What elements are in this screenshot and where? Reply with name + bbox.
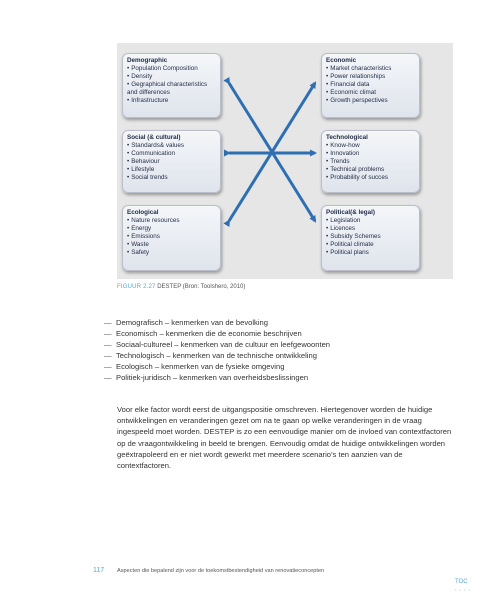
box-demographic	[122, 53, 221, 118]
page-number: 117	[93, 567, 105, 574]
box-title: Ecological	[127, 209, 159, 216]
box-item: • Waste	[127, 241, 216, 249]
list-item-text: Economisch – kenmerken die de economie beschrijven	[116, 329, 302, 338]
box-technological	[321, 130, 420, 193]
list-item	[104, 350, 330, 361]
list-item	[104, 328, 330, 339]
footer-running-title: Aspecten die bepalend zijn voor de toekomstbestendigheid van renovatieconcepten	[117, 568, 325, 574]
figure-caption	[117, 284, 245, 290]
box-item: • Lifestyle	[127, 166, 216, 174]
list-dash: —	[104, 340, 112, 349]
list-item-text: Politiek-juridisch – kenmerken van overheidsbeslissingen	[116, 373, 309, 382]
box-ecological	[122, 205, 221, 271]
box-item: • Gegraphical characteristics and differences	[127, 81, 216, 97]
box-item: • Technical problems	[326, 166, 415, 174]
box-title: Technological	[326, 134, 368, 141]
list-item	[104, 339, 330, 350]
box-social	[122, 130, 221, 193]
box-title: Social (& cultural)	[127, 134, 181, 141]
list-item-text: Sociaal-cultureel – kenmerken van de cultuur en leefgewoonten	[116, 340, 331, 349]
box-item: • Innovation	[326, 150, 415, 158]
box-item: • Safety	[127, 249, 216, 257]
box-item: • Emissions	[127, 233, 216, 241]
box-item: • Nature resources	[127, 217, 216, 225]
box-item: • Social trends	[127, 174, 216, 182]
box-item: • Infrastructure	[127, 97, 216, 105]
box-economic	[321, 53, 420, 118]
box-item: • Legislation	[326, 217, 415, 225]
box-item: • Power relationships	[326, 73, 415, 81]
list-dash: —	[104, 373, 112, 382]
box-item: • Communication	[127, 150, 216, 158]
toc-link[interactable]: TOC	[455, 579, 468, 585]
list-dash: —	[104, 318, 112, 327]
box-item: • Density	[127, 73, 216, 81]
box-title: Political(& legal)	[326, 209, 375, 216]
box-item: • Behaviour	[127, 158, 216, 166]
box-item: • Energy	[127, 225, 216, 233]
caption-text: DESTEP (Bron: Toolshero, 2010)	[157, 284, 246, 290]
list-item-text: Demografisch – kenmerken van de bevolking	[116, 318, 268, 327]
list-item	[104, 372, 330, 383]
box-item: • Financial data	[326, 81, 415, 89]
factor-list	[104, 317, 330, 383]
list-dash: —	[104, 362, 112, 371]
box-item: • Probability of succes	[326, 174, 415, 182]
box-item: • Licences	[326, 225, 415, 233]
box-item: • Growth perspectives	[326, 97, 415, 105]
box-title: Demographic	[127, 57, 168, 64]
toc-dots-icon: • • • •	[455, 587, 471, 592]
box-item: • Population Composition	[127, 65, 216, 73]
caption-label: FIGUUR 2.27	[117, 284, 156, 290]
list-dash: —	[104, 329, 112, 338]
box-item: • Know-how	[326, 142, 415, 150]
box-item: • Political climate	[326, 241, 415, 249]
box-item: • Trends	[326, 158, 415, 166]
box-item: • Economic climat	[326, 89, 415, 97]
list-item	[104, 361, 330, 372]
box-item: • Market characteristics	[326, 65, 415, 73]
box-title: Economic	[326, 57, 357, 64]
box-item: • Political plans	[326, 249, 415, 257]
destep-figure	[117, 43, 453, 279]
box-item: • Standards& values	[127, 142, 216, 150]
box-political	[321, 205, 420, 271]
list-item	[104, 317, 330, 328]
list-item-text: Technologisch – kenmerken van de technische ontwikkeling	[116, 351, 317, 360]
box-item: • Subsidy Schemes	[326, 233, 415, 241]
list-item-text: Ecologisch – kenmerken van de fysieke omgeving	[116, 362, 285, 371]
body-paragraph: Voor elke factor wordt eerst de uitgangspositie omschreven. Hiertegenover worden de huidige ontwikkelingen en veranderingen gezet om na te gaan op welke veranderingen in de vraag ingespeeld moet worden. DESTEP is zo een eenvoudige manier om de invloed van contextfactoren op de vraagontwikkeling in beeld te brengen. Eenvoudig omdat de huidige ontwikkelingen worden geëxtrapoleerd en er niet wordt gewerkt met meerdere scenario’s ten aanzien van de contextfactoren.	[117, 405, 452, 471]
list-dash: —	[104, 351, 112, 360]
